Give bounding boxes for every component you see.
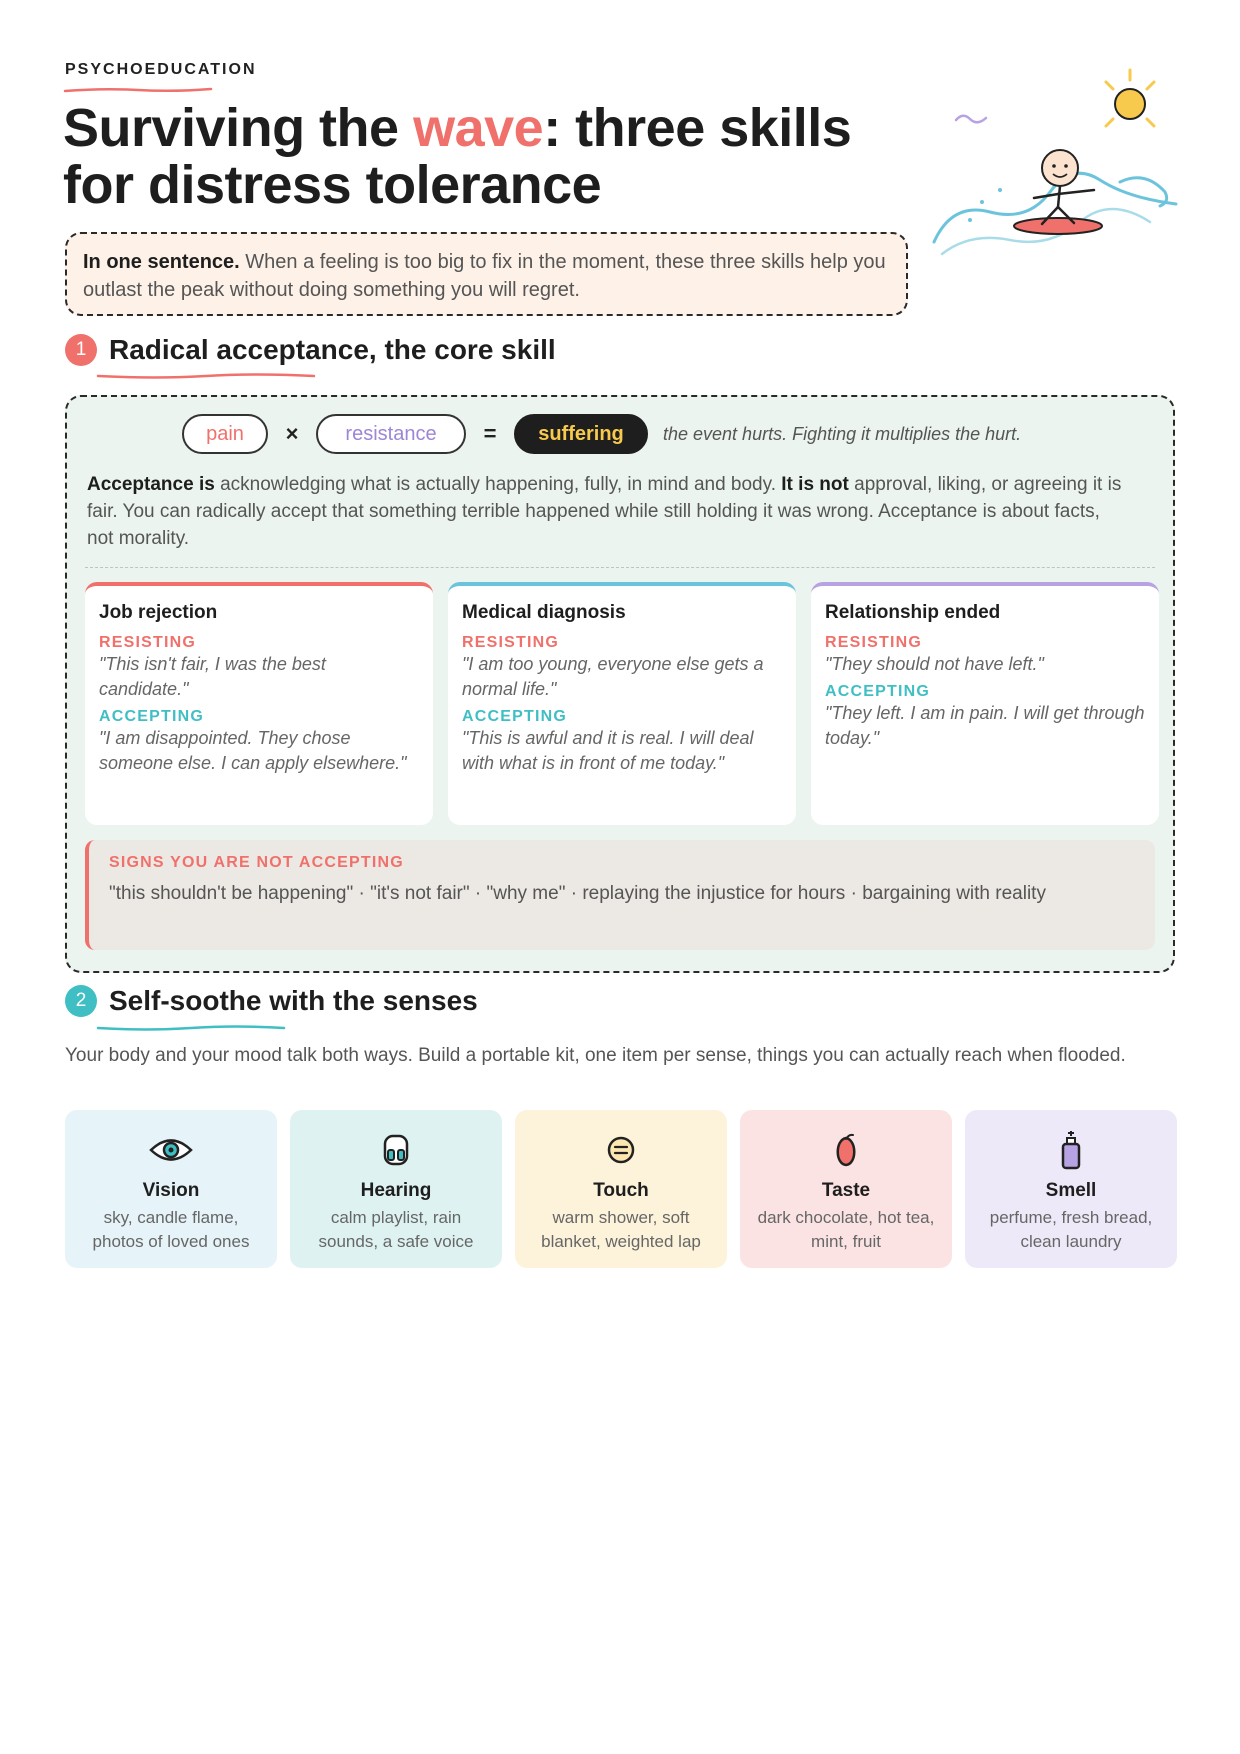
sense-name: Smell	[1045, 1180, 1097, 1201]
accepting-quote: "I am disappointed. They chose someone else. I can apply elsewhere."	[99, 728, 407, 773]
section-2-title: Self-soothe with the senses	[109, 985, 478, 1016]
eye-icon	[148, 1135, 194, 1165]
fruit-icon	[831, 1132, 861, 1168]
resisting-quote: "This isn't fair, I was the best candidate."	[99, 654, 326, 699]
sense-name: Taste	[821, 1180, 871, 1201]
sense-card-smell	[965, 1110, 1177, 1268]
sense-items: dark chocolate, hot tea, mint, fruit	[757, 1208, 935, 1251]
example-card-relationship-ended	[811, 582, 1159, 825]
sense-items: sky, candle flame, photos of loved ones	[92, 1208, 250, 1251]
acceptance-lead-2: It is not	[781, 474, 849, 495]
summary-lead: In one sentence.	[83, 251, 240, 273]
radical-acceptance-panel	[65, 395, 1175, 973]
signs-text: "this shouldn't be happening" · "it's not fair" · "why me" · replaying the injustice for hours · bargaining with reality	[109, 883, 1046, 904]
title-accent-word: wave	[413, 98, 544, 158]
example-cards	[85, 582, 1159, 825]
formula-pain-pill: pain	[182, 414, 268, 454]
surfer-illustration	[930, 62, 1180, 262]
resisting-quote: "They should not have left."	[825, 654, 1044, 674]
formula-resistance-pill: resistance	[316, 414, 466, 454]
squiggle-icon	[956, 116, 986, 123]
acceptance-text-2: approval, liking, or agreeing it is fair. You can radically accept that something terrible happened while still holding it was wrong. Acceptance is about facts, not morality.	[87, 474, 1122, 549]
title-part-2: : three skills for distress tolerance	[63, 98, 852, 215]
formula-note: the event hurts. Fighting it multiplies the hurt.	[663, 423, 1022, 444]
section-divider	[85, 567, 1155, 568]
senses-kit	[65, 1110, 1177, 1268]
summary-text: When a feeling is too big to fix in the moment, these three skills help you outlast the peak without doing something you will regret.	[83, 251, 886, 301]
eyebrow-underline	[63, 86, 213, 94]
resisting-label: RESISTING	[825, 634, 923, 651]
sense-card-taste	[740, 1110, 952, 1268]
section-1-heading	[65, 334, 556, 366]
accepting-label: ACCEPTING	[99, 708, 205, 725]
sense-name: Touch	[593, 1180, 649, 1201]
sense-items: warm shower, soft blanket, weighted lap	[541, 1208, 701, 1251]
accepting-label: ACCEPTING	[462, 708, 568, 725]
section-2-heading	[65, 985, 478, 1017]
page-title	[63, 100, 923, 214]
example-card-medical-diagnosis	[448, 582, 796, 825]
card-title: Medical diagnosis	[462, 602, 626, 623]
section-1-number-badge: 1	[65, 334, 97, 366]
sense-name: Vision	[142, 1180, 200, 1201]
acceptance-lead-1: Acceptance is	[87, 474, 215, 495]
headphones-icon	[381, 1133, 411, 1167]
section-2-intro: Your body and your mood talk both ways. Build a portable kit, one item per sense, things you can actually reach when flooded.	[65, 1045, 1126, 1066]
resisting-quote: "I am too young, everyone else gets a normal life."	[462, 654, 764, 699]
section-1-title: Radical acceptance, the core skill	[109, 334, 556, 365]
suffering-formula	[182, 414, 1021, 454]
summary-callout	[65, 232, 908, 316]
formula-multiply-sign: ×	[285, 421, 299, 446]
resisting-label: RESISTING	[462, 634, 560, 651]
section-2-underline	[96, 1024, 286, 1032]
accepting-quote: "They left. I am in pain. I will get through today."	[825, 703, 1145, 748]
eyebrow-label: PSYCHOEDUCATION	[65, 61, 257, 78]
example-card-job-rejection	[85, 582, 433, 825]
formula-equals-sign: =	[483, 421, 497, 446]
resisting-label: RESISTING	[99, 634, 197, 651]
card-title: Job rejection	[99, 602, 218, 623]
sense-items: perfume, fresh bread, clean laundry	[989, 1208, 1153, 1251]
sense-name: Hearing	[360, 1180, 432, 1201]
signs-label: SIGNS YOU ARE NOT ACCEPTING	[109, 854, 404, 871]
accepting-label: ACCEPTING	[825, 683, 931, 700]
formula-suffering-pill: suffering	[514, 414, 648, 454]
acceptance-text-1: acknowledging what is actually happening, fully, in mind and body.	[214, 474, 782, 495]
acceptance-definition	[87, 471, 1127, 552]
section-1-underline	[96, 372, 316, 380]
sense-items: calm playlist, rain sounds, a safe voice	[318, 1208, 474, 1251]
section-2-number-badge: 2	[65, 985, 97, 1017]
sense-card-touch	[515, 1110, 727, 1268]
touch-icon	[605, 1134, 637, 1166]
sense-card-hearing	[290, 1110, 502, 1268]
sun-icon	[1106, 70, 1154, 126]
accepting-quote: "This is awful and it is real. I will deal with what is in front of me today."	[462, 728, 754, 773]
signs-not-accepting-callout	[85, 840, 1155, 950]
card-title: Relationship ended	[825, 602, 1001, 623]
sense-card-vision	[65, 1110, 277, 1268]
perfume-bottle-icon	[1059, 1130, 1083, 1170]
title-part-1: Surviving the	[63, 98, 414, 158]
